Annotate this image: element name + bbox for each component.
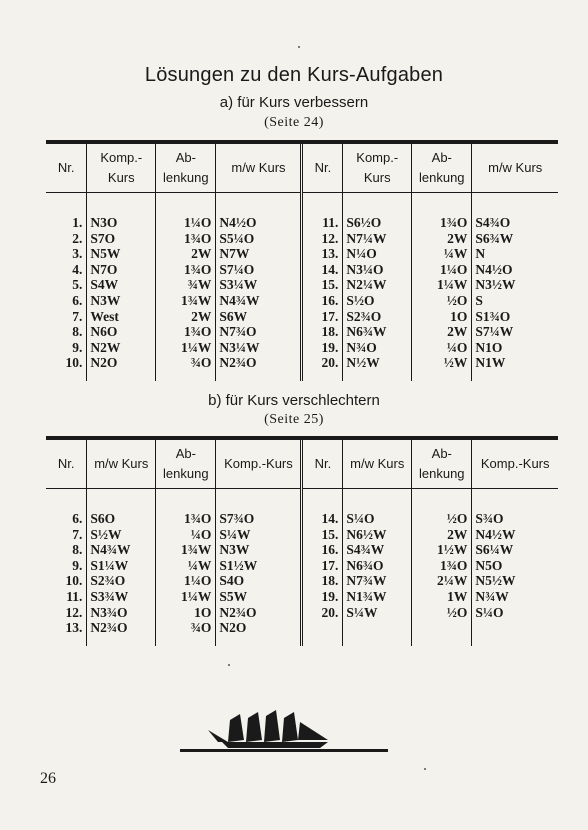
table-cell: 17. (302, 558, 343, 574)
table-cell: N½W (343, 355, 412, 371)
table-cell: N3¼W (216, 340, 302, 356)
table-row (46, 277, 558, 293)
table-kurs-verschlechtern (46, 436, 558, 646)
table-cell: ¼W (412, 246, 472, 262)
table-row (46, 309, 558, 325)
table-cell: S½O (343, 293, 412, 309)
table-cell: 19. (302, 340, 343, 356)
table-cell: 14. (302, 511, 343, 527)
table-cell (412, 620, 472, 636)
table-cell: 8. (46, 542, 87, 558)
table-cell: ¼W (156, 558, 216, 574)
table-cell: 16. (302, 542, 343, 558)
table-cell: 1W (412, 589, 472, 605)
table-cell: S7¼W (475, 324, 514, 340)
table-cell: 2W (412, 231, 472, 247)
table-row (46, 620, 558, 636)
column-header: m/w Kurs (472, 144, 558, 193)
table-cell: N2¾O (87, 620, 156, 636)
table-cell: 20. (302, 355, 343, 371)
table-cell: N3¼O (343, 262, 412, 278)
table-cell: S3¾W (87, 589, 156, 605)
table-cell: S1¾O (475, 308, 511, 324)
table-cell: 1¾O (156, 511, 216, 527)
page-number: 26 (40, 770, 56, 787)
column-header: m/w Kurs (216, 144, 302, 193)
table-cell: 9. (46, 558, 87, 574)
table-cell: 2W (156, 246, 216, 262)
table-cell: N5½W (475, 573, 516, 589)
table-cell: N¼O (343, 246, 412, 262)
table-cell: 6. (46, 293, 87, 309)
column-header: Nr. (302, 440, 343, 489)
table-cell: N4½O (475, 261, 513, 277)
table-cell: ¾W (156, 277, 216, 293)
table-row (46, 542, 558, 558)
table-cell: S½W (87, 527, 156, 543)
table-cell: 1¼O (156, 573, 216, 589)
table-row (46, 324, 558, 340)
table-cell: 2¼W (412, 573, 472, 589)
table-kurs-verbessern (46, 140, 558, 381)
table-cell: N¾W (475, 588, 509, 604)
column-header: Ab-lenkung (156, 440, 216, 489)
table-cell: S6W (216, 309, 302, 325)
table-cell: S6½O (343, 215, 412, 231)
table-cell: 20. (302, 605, 343, 621)
table-cell: N (475, 246, 486, 262)
table-cell: 1¾W (156, 293, 216, 309)
table-row (46, 215, 558, 231)
table-cell: S1¼W (87, 558, 156, 574)
table-cell: 11. (46, 589, 87, 605)
column-header: Komp.-Kurs (216, 440, 302, 489)
table-cell: S1½W (216, 558, 302, 574)
table-cell: 1¾W (156, 542, 216, 558)
table-cell: 2W (412, 324, 472, 340)
table-cell: 1O (412, 309, 472, 325)
section-a-page-ref: (Seite 24) (264, 115, 324, 130)
table-cell: S5¼O (216, 231, 302, 247)
table-cell (343, 620, 412, 636)
table-cell: N5O (475, 557, 503, 573)
table-cell: 18. (302, 573, 343, 589)
table-cell: S7¼O (216, 262, 302, 278)
table-cell: 1¼O (156, 215, 216, 231)
table-cell: N7W (216, 246, 302, 262)
table-cell: S7O (87, 231, 156, 247)
table-cell: 12. (46, 605, 87, 621)
table-cell: N6O (87, 324, 156, 340)
table-cell: S (475, 292, 483, 308)
table-row (46, 231, 558, 247)
table-cell: 14. (302, 262, 343, 278)
table-cell: N7O (87, 262, 156, 278)
table-cell: 17. (302, 309, 343, 325)
column-header: Komp.-Kurs (472, 440, 558, 489)
table-cell: ½O (412, 511, 472, 527)
table-cell: N4½W (475, 526, 516, 542)
table-cell: S¼W (216, 527, 302, 543)
table-cell: N7¾O (216, 324, 302, 340)
table-cell: N2O (216, 620, 302, 636)
table-row (46, 293, 558, 309)
table-cell: N2O (87, 355, 156, 371)
table-cell: S6¾W (475, 230, 514, 246)
table-cell: S4¾O (475, 215, 511, 230)
table-cell: 1¼W (412, 277, 472, 293)
table-cell: S6¼W (475, 542, 514, 558)
table-cell: N4½O (216, 215, 302, 231)
table-row (46, 511, 558, 527)
table-cell: S¼O (343, 511, 412, 527)
table-cell: ¾O (156, 355, 216, 371)
table-cell: 1¼W (156, 589, 216, 605)
table-row (46, 340, 558, 356)
table-cell: S2¾O (343, 309, 412, 325)
table-cell: 1¼W (156, 340, 216, 356)
table-cell: S3¼W (216, 277, 302, 293)
table-cell: N1¾W (343, 589, 412, 605)
table-row (46, 246, 558, 262)
column-header: Komp.-Kurs (343, 144, 412, 193)
table-cell: 1¾O (412, 215, 472, 231)
table-cell: 12. (302, 231, 343, 247)
table-cell: 4. (46, 262, 87, 278)
table-cell: 1¼O (412, 262, 472, 278)
table-cell: 1O (156, 605, 216, 621)
table-cell: S5W (216, 589, 302, 605)
table-cell: ¼O (156, 527, 216, 543)
sailing-ship-vignette (178, 706, 390, 756)
table-cell: N7¼W (343, 231, 412, 247)
table-cell: 13. (46, 620, 87, 636)
table-cell: N3½W (475, 277, 516, 293)
column-header: m/w Kurs (87, 440, 156, 489)
column-header: Ab-lenkung (412, 440, 472, 489)
column-header: m/w Kurs (343, 440, 412, 489)
table-cell: N2¼W (343, 277, 412, 293)
table-cell: 2W (412, 527, 472, 543)
table-cell: 19. (302, 589, 343, 605)
table-cell: 18. (302, 324, 343, 340)
column-header: Nr. (46, 144, 87, 193)
table-cell: 6. (46, 511, 87, 527)
table-cell: S2¾O (87, 573, 156, 589)
column-header: Komp.-Kurs (87, 144, 156, 193)
table-cell: 15. (302, 527, 343, 543)
column-header: Nr. (302, 144, 343, 193)
section-a-heading: a) für Kurs verbessern (219, 94, 369, 111)
table-row (46, 527, 558, 543)
column-header: Nr. (46, 440, 87, 489)
table-cell: 2W (156, 309, 216, 325)
table-cell: ½O (412, 605, 472, 621)
table-cell: ¼O (412, 340, 472, 356)
table-cell: N4¾W (216, 293, 302, 309)
table-row (46, 558, 558, 574)
table-cell: N6¾O (343, 558, 412, 574)
table-cell: N1W (475, 355, 506, 371)
table-cell: S4¾W (343, 542, 412, 558)
table-cell: S4O (216, 573, 302, 589)
table-cell: N2W (87, 340, 156, 356)
column-header: Ab-lenkung (412, 144, 472, 193)
table-cell: 10. (46, 573, 87, 589)
table-cell: N4¾W (87, 542, 156, 558)
table-cell: 10. (46, 355, 87, 371)
table-cell: N3W (216, 542, 302, 558)
table-cell: ½O (412, 293, 472, 309)
section-b-page-ref: (Seite 25) (264, 412, 324, 427)
table-row (46, 262, 558, 278)
table-cell: N2¾O (216, 605, 302, 621)
table-cell: N7¾W (343, 573, 412, 589)
table-cell (472, 620, 558, 636)
table-cell: ¾O (156, 620, 216, 636)
table-cell: 1½W (412, 542, 472, 558)
table-cell: N3¾O (87, 605, 156, 621)
table-cell: N2¾O (216, 355, 302, 371)
table-cell: 15. (302, 277, 343, 293)
table-cell: 2. (46, 231, 87, 247)
table-cell: S4W (87, 277, 156, 293)
table-cell: S¼W (343, 605, 412, 621)
table-row (46, 605, 558, 621)
page-title: Lösungen zu den Kurs-Aufgaben (144, 64, 444, 86)
table-cell: 8. (46, 324, 87, 340)
table-cell: N6¾W (343, 324, 412, 340)
table-cell: N3W (87, 293, 156, 309)
table-cell: N6½W (343, 527, 412, 543)
table-cell: N3O (87, 215, 156, 231)
speck (228, 664, 230, 666)
table-cell: S¾O (475, 511, 504, 526)
table-cell: N5W (87, 246, 156, 262)
table-cell: West (87, 309, 156, 325)
speck (298, 46, 300, 48)
table-cell: ½W (412, 355, 472, 371)
speck (424, 768, 426, 770)
table-cell: 9. (46, 340, 87, 356)
column-header: Ab-lenkung (156, 144, 216, 193)
table-cell: 13. (302, 246, 343, 262)
table-cell: 16. (302, 293, 343, 309)
table-cell: S7¾O (216, 511, 302, 527)
table-cell: 1¾O (156, 262, 216, 278)
table-cell: 3. (46, 246, 87, 262)
table-cell: 1¾O (156, 231, 216, 247)
table-cell: 7. (46, 309, 87, 325)
table-cell (302, 620, 343, 636)
table-cell: 1¾O (156, 324, 216, 340)
table-cell: 5. (46, 277, 87, 293)
table-cell: 11. (302, 215, 343, 231)
table-cell: 1¾O (412, 558, 472, 574)
section-b-heading: b) für Kurs verschlechtern (208, 392, 380, 409)
table-row (46, 355, 558, 371)
table-cell: 7. (46, 527, 87, 543)
table-cell: S¼O (475, 604, 504, 620)
table-cell: S6O (87, 511, 156, 527)
table-row (46, 573, 558, 589)
table-cell: N¾O (343, 340, 412, 356)
table-cell: 1. (46, 215, 87, 231)
table-row (46, 589, 558, 605)
table-cell: N1O (475, 339, 503, 355)
